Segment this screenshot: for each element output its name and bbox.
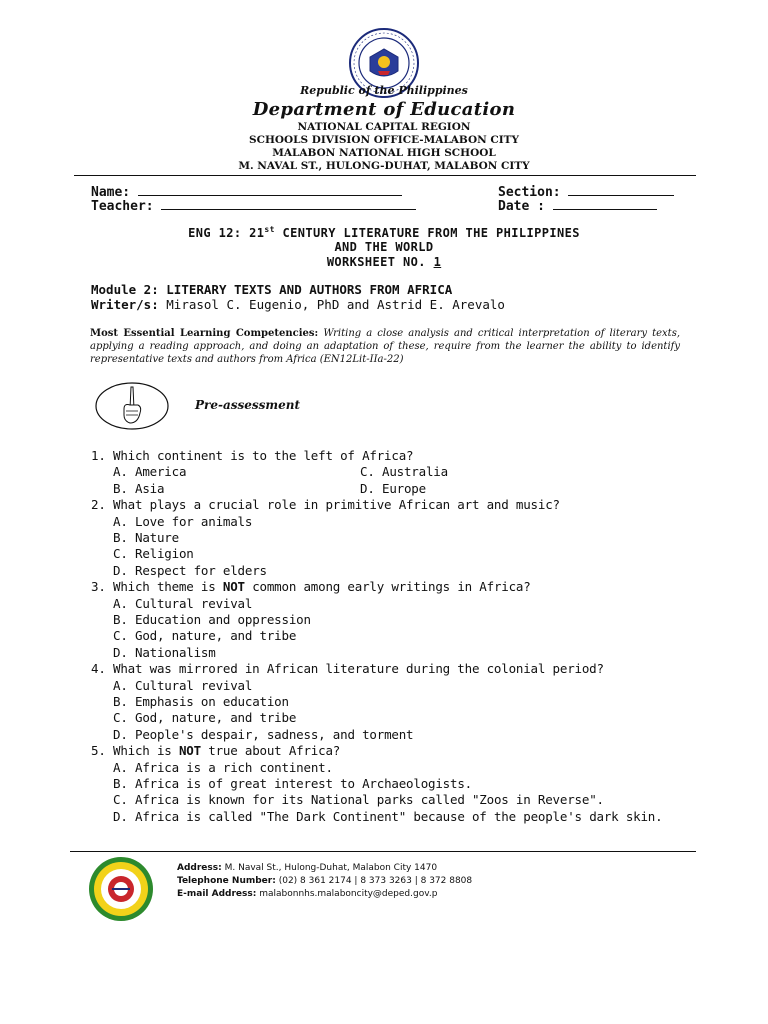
course-title-line2: AND THE WORLD [334, 240, 434, 254]
option-4-a[interactable] [113, 678, 252, 693]
footer-divider [70, 851, 696, 852]
option-3-d[interactable] [113, 645, 216, 660]
option-text: Respect for elders [135, 562, 267, 578]
option-text: Europe [382, 480, 426, 496]
option-letter: A. [113, 464, 128, 480]
option-text: America [135, 464, 187, 480]
header-divider [74, 175, 696, 176]
option-text: Africa is a rich continent. [135, 759, 333, 775]
melc-paragraph [90, 327, 680, 366]
question-text-rest: common among early writings in Africa? [244, 579, 531, 595]
option-1-a[interactable] [113, 464, 186, 479]
republic-line: Republic of the Philippines [300, 84, 468, 97]
melc-text: Writing a close analysis and critical interpretation of literary texts, applying a reading approach, and doing an adaptation of these, require from the learner the ability to identify representative texts and authors from Africa (EN12Lit-IIa-22) [90, 328, 680, 365]
option-letter: B. [113, 612, 128, 627]
option-5-a[interactable] [113, 760, 333, 775]
question-4 [91, 661, 604, 676]
malabon-nhs-logo [88, 856, 154, 922]
date-label: Date : [498, 199, 545, 214]
option-3-c[interactable] [113, 628, 296, 643]
question-number: 3. [91, 579, 106, 595]
option-text: Africa is called "The Dark Continent" because of the people's dark skin. [135, 808, 663, 824]
option-letter: D. [360, 480, 375, 496]
module-label: Module 2: [91, 282, 159, 297]
school-address-line: M. NAVAL ST., HULONG-DUHAT, MALABON CITY [238, 160, 530, 172]
option-text: Asia [135, 480, 165, 496]
option-letter: B. [113, 776, 128, 791]
footer-phone [177, 876, 472, 886]
question-1 [91, 448, 413, 463]
option-text: Religion [135, 546, 194, 562]
option-3-b[interactable] [113, 612, 311, 627]
course-title-pre: ENG 12: 21 [188, 226, 265, 240]
question-text: Which continent is to the left of Africa? [113, 448, 414, 463]
course-title-sup: st [264, 225, 275, 234]
writers-names: Mirasol C. Eugenio, PhD and Astrid E. Arevalo [166, 297, 505, 312]
footer-phone-value: (02) 8 361 2174 | 8 373 3263 | 8 372 8808 [278, 876, 473, 886]
option-4-d[interactable] [113, 727, 413, 742]
option-letter: A. [113, 677, 128, 693]
option-text: Nationalism [135, 644, 216, 660]
footer-address-label: Address: [177, 863, 222, 873]
footer-address [177, 863, 437, 873]
worksheet-title [0, 255, 768, 269]
footer-email-value: malabonnhs.malaboncity@deped.gov.p [259, 889, 438, 899]
question-text: Which is [113, 743, 179, 759]
writers-label: Writer/s: [91, 297, 159, 312]
question-text: Which theme is [113, 579, 223, 595]
option-4-c[interactable] [113, 710, 296, 725]
question-number: 1. [91, 448, 106, 463]
course-title [0, 225, 768, 240]
option-letter: C. [113, 710, 128, 726]
course-title-post: CENTURY LITERATURE FROM THE PHILIPPINES [274, 226, 580, 240]
option-5-d[interactable] [113, 809, 662, 824]
option-letter: C. [360, 464, 375, 480]
option-letter: D. [113, 562, 128, 578]
option-text: God, nature, and tribe [135, 710, 297, 726]
teacher-field [91, 198, 416, 214]
module-line [91, 282, 452, 297]
option-3-a[interactable] [113, 596, 252, 611]
option-text: Australia [382, 464, 448, 480]
teacher-label: Teacher: [91, 199, 154, 214]
preassessment-heading: Pre-assessment [195, 398, 300, 412]
module-name: LITERARY TEXTS AND AUTHORS FROM AFRICA [166, 282, 453, 297]
option-2-b[interactable] [113, 530, 179, 545]
option-text: Africa is of great interest to Archaeologists. [135, 776, 472, 791]
option-letter: B. [113, 530, 128, 545]
option-1-b[interactable] [113, 481, 164, 496]
name-blank[interactable] [138, 184, 402, 196]
question-2 [91, 497, 560, 512]
option-2-a[interactable] [113, 514, 252, 529]
worksheet-label: WORKSHEET NO. [326, 255, 434, 269]
question-number: 4. [91, 661, 106, 677]
writers-line [91, 297, 505, 312]
worksheet-number: 1 [433, 255, 442, 269]
option-2-d[interactable] [113, 563, 267, 578]
option-letter: B. [113, 480, 128, 496]
school-line: MALABON NATIONAL HIGH SCHOOL [272, 147, 496, 159]
department-name: Department of Education [252, 99, 516, 120]
region-line: NATIONAL CAPITAL REGION [297, 121, 471, 133]
question-emphasis: NOT [222, 579, 245, 595]
option-5-c[interactable] [113, 792, 604, 807]
option-letter: A. [113, 595, 128, 611]
option-text: God, nature, and tribe [135, 628, 297, 644]
question-emphasis: NOT [178, 743, 201, 759]
footer-phone-label: Telephone Number: [177, 876, 276, 886]
date-field [498, 198, 657, 214]
option-text: Africa is known for its National parks called "Zoos in Reverse". [135, 792, 604, 808]
option-letter: C. [113, 628, 128, 644]
date-blank[interactable] [553, 198, 657, 210]
option-letter: D. [113, 726, 128, 742]
option-text: Love for animals [135, 513, 253, 529]
option-letter: B. [113, 694, 128, 709]
question-number: 2. [91, 497, 106, 513]
question-3 [91, 579, 531, 594]
option-text: Emphasis on education [135, 694, 289, 709]
option-text: People's despair, sadness, and torment [135, 726, 414, 742]
option-letter: C. [113, 546, 128, 562]
option-text: Cultural revival [135, 595, 253, 611]
option-letter: A. [113, 759, 128, 775]
option-2-c[interactable] [113, 546, 194, 561]
footer-email-label: E-mail Address: [177, 889, 257, 899]
question-text: What plays a crucial role in primitive African art and music? [113, 497, 560, 513]
teacher-blank[interactable] [161, 198, 416, 210]
question-text-rest: true about Africa? [200, 743, 341, 759]
option-1-c[interactable] [360, 464, 448, 479]
question-number: 5. [91, 743, 106, 759]
section-label: Section: [498, 185, 561, 200]
option-letter: A. [113, 513, 128, 529]
question-5 [91, 743, 340, 758]
option-letter: C. [113, 792, 128, 808]
option-text: Education and oppression [135, 612, 311, 627]
option-letter: D. [113, 808, 128, 824]
melc-label: Most Essential Learning Competencies: [90, 328, 319, 339]
option-letter: D. [113, 644, 128, 660]
section-blank[interactable] [568, 184, 674, 196]
option-1-d[interactable] [360, 481, 426, 496]
footer-address-value: M. Naval St., Hulong-Duhat, Malabon City 1470 [224, 863, 438, 873]
option-5-b[interactable] [113, 776, 472, 791]
pencil-hand-icon [94, 381, 170, 431]
division-line: SCHOOLS DIVISION OFFICE-MALABON CITY [249, 134, 519, 146]
name-label: Name: [91, 185, 131, 200]
option-4-b[interactable] [113, 694, 289, 709]
option-text: Cultural revival [135, 677, 253, 693]
footer-email [177, 889, 437, 899]
question-text: What was mirrored in African literature during the colonial period? [113, 661, 604, 677]
option-text: Nature [135, 530, 179, 545]
